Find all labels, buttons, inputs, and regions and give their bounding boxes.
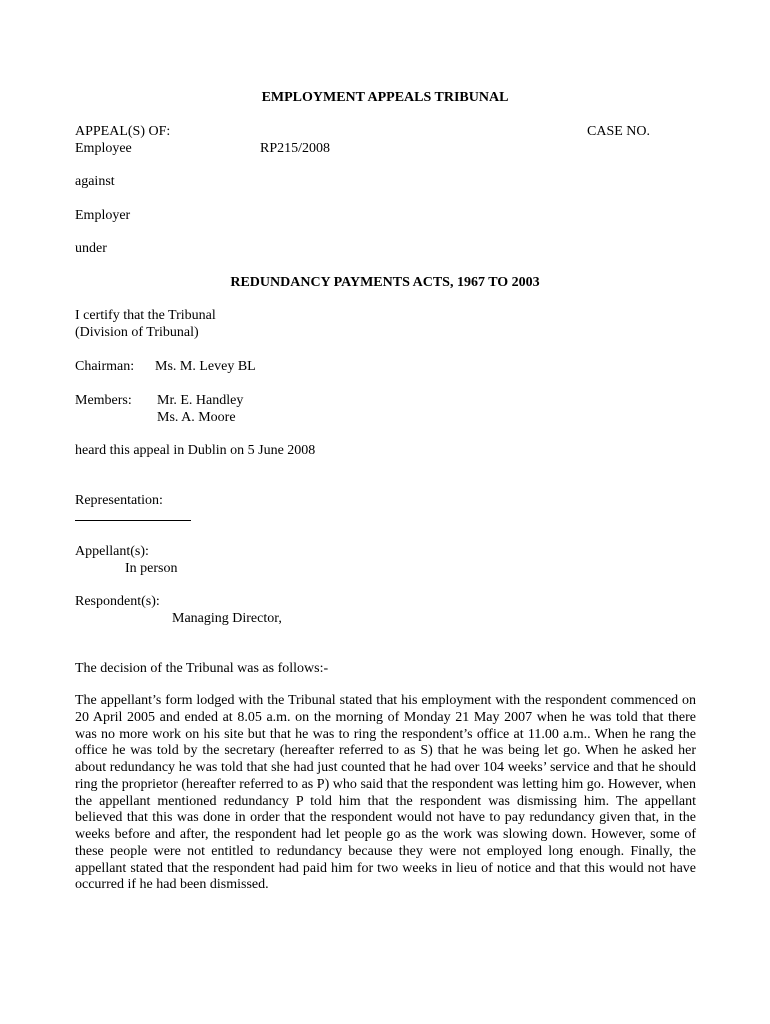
decision-intro: The decision of the Tribunal was as follows:- — [75, 661, 329, 676]
document-title: EMPLOYMENT APPEALS TRIBUNAL — [261, 90, 509, 105]
case-no-label: CASE NO. — [587, 124, 651, 139]
member-2: Ms. A. Moore — [157, 410, 236, 425]
employer-label: Employer — [75, 208, 131, 223]
representation-underline — [75, 520, 191, 521]
appellant-label: Appellant(s): — [75, 544, 149, 559]
respondent-value: Managing Director, — [172, 611, 282, 626]
case-number: RP215/2008 — [260, 141, 331, 156]
certify-line-2: (Division of Tribunal) — [75, 325, 199, 340]
acts-heading: REDUNDANCY PAYMENTS ACTS, 1967 TO 2003 — [230, 275, 540, 290]
under-label: under — [75, 241, 107, 256]
member-1: Mr. E. Handley — [157, 393, 244, 408]
decision-body-paragraph: The appellant’s form lodged with the Tribunal stated that his employment with the respondent commenced on 20 April 2005 and ended at 8.05 a.m. on the morning of Monday 21 May 2007 when he was told that there was no more work on his site but that he was to ring the respondent’s office at 11.00 a.m.. When he rang the office he was told by the secretary (hereafter referred to as S) that he was being let go. When he asked her about redundancy he was told that she had just counted that he had over 104 weeks’ service and that he should ring the proprietor (hereafter referred to as P) who said that the respondent was letting him go. However, when the appellant mentioned redundancy P told him that the respondent was dismissing him. The appellant believed that this was done in order that the respondent would not have to pay redundancy given that, in the weeks before and after, the respondent had let people go as the work was slowing down. However, some of these people were not entitled to redundancy because they were not employed long enough. Finally, the appellant stated that the respondent had paid him for two weeks in lieu of notice and that this would not have occurred if he had been dismissed. — [75, 693, 696, 893]
members-label: Members: — [75, 393, 132, 408]
employee-label: Employee — [75, 141, 132, 156]
appellant-value: In person — [125, 561, 178, 576]
chairman-name: Ms. M. Levey BL — [155, 359, 256, 374]
against-label: against — [75, 174, 115, 189]
appeal-of-label: APPEAL(S) OF: — [75, 124, 171, 139]
representation-label: Representation: — [75, 493, 163, 508]
certify-line-1: I certify that the Tribunal — [75, 308, 216, 323]
heard-line: heard this appeal in Dublin on 5 June 2008 — [75, 443, 316, 458]
respondent-label: Respondent(s): — [75, 594, 160, 609]
chairman-label: Chairman: — [75, 359, 135, 374]
